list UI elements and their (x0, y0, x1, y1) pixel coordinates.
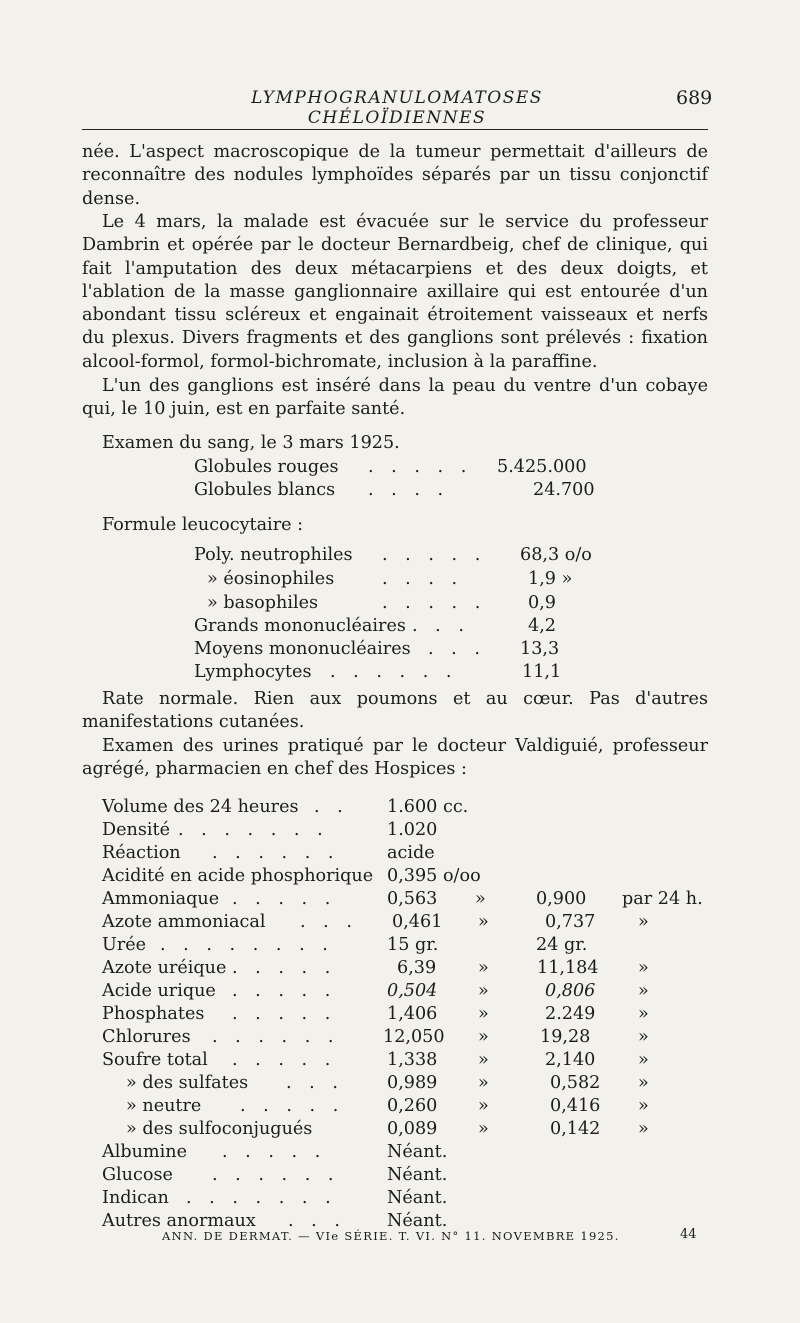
running-title: LYMPHOGRANULOMATOSES CHÉLOÏDIENNES (251, 88, 543, 128)
header-rule (82, 129, 708, 130)
urine-value: 1,406 (387, 1004, 438, 1024)
urine-per24-unit: » (638, 1050, 649, 1070)
leukocyte-heading: Formule leucocytaire : (102, 515, 304, 535)
urine-label: Réaction (102, 843, 181, 863)
leukocyte-label: Moyens mononucléaires (194, 639, 411, 659)
urine-value: 6,39 (397, 958, 437, 978)
urine-value: 1.020 (387, 820, 438, 840)
leader-dots: . . . . . (382, 593, 487, 613)
page-number: 689 (676, 87, 713, 109)
urine-label: Densité (102, 820, 170, 840)
urine-per24: 11,184 (537, 958, 599, 978)
urine-ditto: » (478, 1004, 489, 1024)
leader-dots: . . . . . . (212, 1165, 340, 1185)
urine-ditto: » (478, 912, 489, 932)
urine-value: 0,504 (387, 981, 438, 1001)
leader-dots: . . . (300, 912, 358, 932)
urine-value: 0,989 (387, 1073, 438, 1093)
urine-value: Néant. (387, 1211, 448, 1231)
leukocyte-label: » éosinophiles (207, 569, 335, 589)
urine-ditto: » (478, 1119, 489, 1139)
urine-ditto: » (478, 958, 489, 978)
urine-per24-unit: » (638, 1027, 649, 1047)
urine-per24: 2.249 (545, 1004, 596, 1024)
paragraph-tumor-aspect: née. L'aspect macroscopique de la tumeur permettait d'ailleurs de reconnaître des nodules lymphoïdes séparés par un tissu conjonctif dense. (82, 142, 708, 209)
leader-dots: . . . . . (240, 1096, 345, 1116)
leader-dots: . . . (428, 639, 486, 659)
urine-per24-unit: par 24 h. (622, 889, 703, 909)
urine-ditto: » (478, 1096, 489, 1116)
leader-dots: . . (314, 797, 349, 817)
urine-per24: 0,737 (545, 912, 596, 932)
blood-value: 5.425.000 (497, 457, 587, 477)
urine-value: 0,461 (392, 912, 443, 932)
urine-value: 0,260 (387, 1096, 438, 1116)
leader-dots: . . . . (368, 480, 450, 500)
urine-value: 12,050 (383, 1027, 445, 1047)
urine-label: » des sulfates (126, 1073, 249, 1093)
urine-label: Albumine (102, 1142, 187, 1162)
urine-per24-unit: » (638, 1119, 649, 1139)
urine-value: 15 gr. (387, 935, 439, 955)
urine-value: 1,338 (387, 1050, 438, 1070)
blood-label: Globules blancs (194, 480, 336, 500)
leukocyte-value: 4,2 (528, 616, 556, 636)
leukocyte-value: 68,3 o/o (520, 545, 592, 565)
urine-per24: 0,900 (536, 889, 587, 909)
urine-label: Autres anormaux (102, 1211, 256, 1231)
urine-per24: 24 gr. (536, 935, 588, 955)
urine-per24: 2,140 (545, 1050, 596, 1070)
urine-label: Acide urique (102, 981, 216, 1001)
urine-per24-unit: » (638, 1096, 649, 1116)
leader-dots: . . . . . . . . (160, 935, 334, 955)
urine-label: Chlorures (102, 1027, 191, 1047)
urine-ditto: » (478, 981, 489, 1001)
blood-value: 24.700 (533, 480, 595, 500)
urine-per24: 0,582 (550, 1073, 601, 1093)
urine-per24-unit: » (638, 958, 649, 978)
leukocyte-label: Grands mononucléaires (194, 616, 406, 636)
leader-dots: . . . . . . (212, 1027, 340, 1047)
urine-per24-unit: » (638, 1004, 649, 1024)
urine-label: Urée (102, 935, 147, 955)
urine-label: Glucose (102, 1165, 173, 1185)
urine-value: acide (387, 843, 435, 863)
urine-ditto: » (475, 889, 486, 909)
urine-label: » neutre (126, 1096, 202, 1116)
leader-dots: . . . . . (368, 457, 473, 477)
paragraph-guinea-pig: L'un des ganglions est inséré dans la peau du ventre d'un cobaye qui, le 10 juin, est en parfaite santé. (82, 376, 708, 420)
urine-label: Indican (102, 1188, 169, 1208)
leader-dots: . . . . . (232, 1050, 337, 1070)
leader-dots: . . . . . . (212, 843, 340, 863)
leader-dots: . . . . . . . (178, 820, 329, 840)
leader-dots: . . . (286, 1073, 344, 1093)
leader-dots: . . . . . (382, 545, 487, 565)
urine-label: Azote ammoniacal (102, 912, 266, 932)
urine-value: Néant. (387, 1188, 448, 1208)
leader-dots: . . . . . . (330, 662, 458, 682)
urine-per24-unit: » (638, 1073, 649, 1093)
leukocyte-value: 13,3 (520, 639, 560, 659)
urine-per24-unit: » (638, 981, 649, 1001)
leader-dots: . . . . . (222, 1142, 327, 1162)
urine-per24: 0,142 (550, 1119, 601, 1139)
urine-value: 1.600 cc. (387, 797, 469, 817)
leader-dots: . . . . . (232, 958, 337, 978)
urine-label: Volume des 24 heures (102, 797, 299, 817)
leader-dots: . . . . . (232, 889, 337, 909)
leukocyte-label: Poly. neutrophiles (194, 545, 353, 565)
urine-per24-unit: » (638, 912, 649, 932)
urine-label: Acidité en acide phosphorique (102, 866, 374, 886)
paragraph-rate: Rate normale. Rien aux poumons et au cœur. Pas d'autres manifestations cutanées. (82, 689, 708, 733)
urine-label: Azote uréique (102, 958, 227, 978)
urine-value: 0,563 (387, 889, 438, 909)
leukocyte-value: 0,9 (528, 593, 556, 613)
leader-dots: . . . (412, 616, 470, 636)
leader-dots: . . . . . . . (186, 1188, 337, 1208)
urine-label: » des sulfoconjugués (126, 1119, 313, 1139)
urine-per24: 0,806 (545, 981, 596, 1001)
leukocyte-label: » basophiles (207, 593, 319, 613)
leukocyte-value: 1,9 » (528, 569, 573, 589)
leader-dots: . . . . . (232, 981, 337, 1001)
paragraph-urine-intro: Examen des urines pratiqué par le docteur Valdiguié, professeur agrégé, pharmacien en chef des Hospices : (82, 736, 708, 780)
urine-per24: 0,416 (550, 1096, 601, 1116)
urine-value: Néant. (387, 1142, 448, 1162)
leader-dots: . . . (288, 1211, 346, 1231)
urine-ditto: » (478, 1073, 489, 1093)
urine-ditto: » (478, 1027, 489, 1047)
leukocyte-label: Lymphocytes (194, 662, 312, 682)
leukocyte-value: 11,1 (522, 662, 562, 682)
urine-label: Phosphates (102, 1004, 205, 1024)
urine-per24: 19,28 (540, 1027, 591, 1047)
blood-label: Globules rouges (194, 457, 339, 477)
paragraph-surgery: Le 4 mars, la malade est évacuée sur le service du professeur Dambrin et opérée par le docteur Bernardbeig, chef de clinique, qui fait l'amputation des deux métacarpiens et des deux doigts, et l'ablation de la masse ganglionnaire axillaire qui est entourée d'un abondant tissu scléreux et engainait étroitement vaisseaux et nerfs du plexus. Divers fragments et des ganglions sont prélevés : fixation alcool-formol, formol-bichromate, inclusion à la paraffine. (82, 212, 708, 372)
leader-dots: . . . . (382, 569, 464, 589)
urine-label: Soufre total (102, 1050, 208, 1070)
blood-exam-heading: Examen du sang, le 3 mars 1925. (102, 433, 400, 453)
leader-dots: . . . . . (232, 1004, 337, 1024)
signature-mark: 44 (680, 1227, 697, 1242)
urine-ditto: » (478, 1050, 489, 1070)
urine-value: 0,395 o/oo (387, 866, 481, 886)
urine-label: Ammoniaque (102, 889, 220, 909)
urine-value: Néant. (387, 1165, 448, 1185)
journal-citation: ANN. DE DERMAT. — VIe SÉRIE. T. VI. N° 11. NOVEMBRE 1925. (162, 1229, 620, 1243)
urine-value: 0,089 (387, 1119, 438, 1139)
